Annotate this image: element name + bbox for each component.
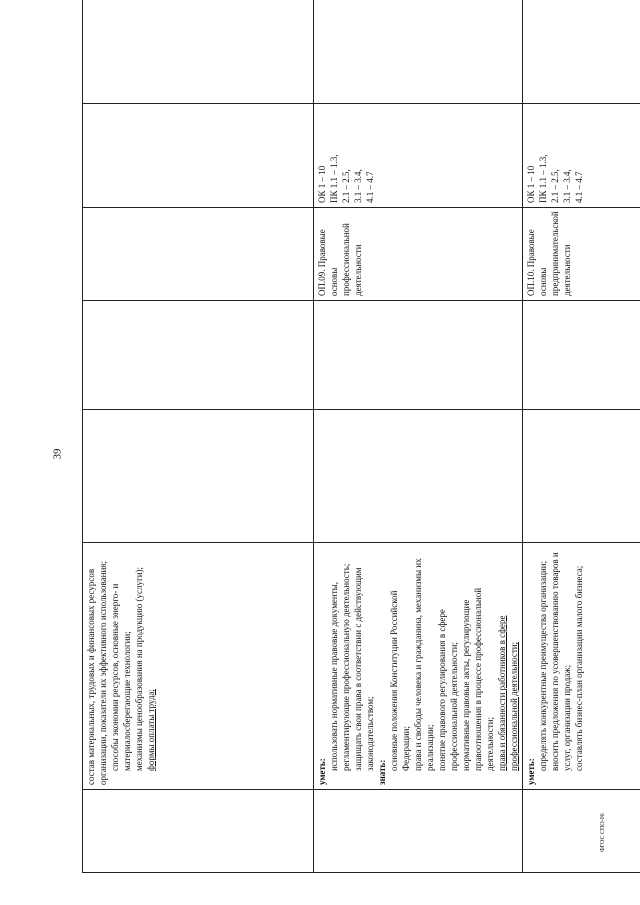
knowledge-item: нормативные правовые акты, регулирующие правоотношения в процессе профессиональной деятельности; [461, 587, 495, 771]
knowledge-item: формы оплаты труда; [146, 689, 156, 771]
knowledge-item: права и свободы человека и гражданина, механизмы их реализации; [413, 558, 435, 771]
competency-line: ПК 1.1 – 1.3, [538, 154, 548, 203]
skill-item: составлять бизнес-план организации малого бизнеса; [574, 565, 584, 771]
skills-heading: уметь: [317, 758, 327, 785]
table-cell-requirements [314, 543, 523, 790]
discipline-name: ОП.10. Правовые основы предпринимательской деятельности [526, 211, 572, 296]
knowledge-item: основные положения Конституции Российской Федерации; [389, 590, 411, 771]
table-cell-hours-mandatory [83, 301, 314, 410]
table-cell-competencies [314, 104, 523, 208]
discipline-name: ОП.09. Правовые основы профессиональной деятельности [317, 223, 363, 296]
knowledge-heading: знать: [377, 759, 387, 785]
knowledge-item: механизмы ценообразования на продукцию (услуги); [134, 566, 144, 771]
table-cell-extra [314, 0, 523, 104]
table-cell-hours-mandatory [314, 301, 523, 410]
skill-item: защищать свои права в соответствии с действующим законодательством; [353, 567, 375, 771]
table-cell-hours-max [314, 410, 523, 543]
competency-line: ПК 1.1 – 1.3, [329, 154, 339, 203]
table-cell-hours-mandatory [523, 301, 640, 410]
table-cell-index [523, 790, 640, 873]
competency-line: ОК 1 – 10 [526, 165, 536, 203]
curriculum-table [82, 0, 640, 873]
skill-item: вносить предложения по усовершенствованию товаров и услуг, организации продаж; [550, 552, 572, 771]
table-row [83, 0, 314, 873]
competency-line: 3.1 – 3.4, [562, 169, 572, 203]
page-number: 39 [51, 448, 64, 460]
table-cell-extra [83, 0, 314, 104]
table-cell-hours-max [523, 410, 640, 543]
knowledge-item: способы экономии ресурсов, основные энерго- и материалосберегающие технологии; [110, 583, 132, 771]
knowledge-item: понятие правового регулирования в сфере профессиональной деятельности; [437, 609, 459, 771]
rotated-table-container [82, 33, 607, 873]
table-row [523, 0, 640, 873]
footer-standard-code: ФГОС СПО-06 [600, 813, 606, 852]
table-cell-competencies [83, 104, 314, 208]
competency-line: 2.1 – 2.5, [550, 169, 560, 203]
table-cell-requirements [83, 543, 314, 790]
competency-line: ОК 1 – 10 [317, 165, 327, 203]
competency-line: 3.1 – 3.4, [353, 169, 363, 203]
knowledge-item: состав материальных, трудовых и финансовых ресурсов организации, показатели их эффективного использования; [86, 561, 108, 785]
table-cell-index [83, 790, 314, 873]
skill-item: определять конкурентные преимущества организации; [538, 560, 548, 771]
table-row [314, 0, 523, 873]
table-cell-discipline [523, 208, 640, 301]
table-cell-requirements [523, 543, 640, 790]
knowledge-item: права и обязанности работников в сфере профессиональной деятельности; [497, 615, 519, 771]
table-cell-extra [523, 0, 640, 104]
table-cell-discipline [83, 208, 314, 301]
table-cell-index [314, 790, 523, 873]
skills-heading: уметь: [526, 758, 536, 785]
competency-line: 2.1 – 2.5, [341, 169, 351, 203]
competency-line: 4.1 – 4.7 [365, 171, 375, 203]
competency-line: 4.1 – 4.7 [574, 171, 584, 203]
table-cell-discipline [314, 208, 523, 301]
table-cell-hours-max [83, 410, 314, 543]
skill-item: использовать нормативные правовые документы, регламентирующие профессиональную деятельность; [329, 563, 351, 771]
table-cell-competencies [523, 104, 640, 208]
